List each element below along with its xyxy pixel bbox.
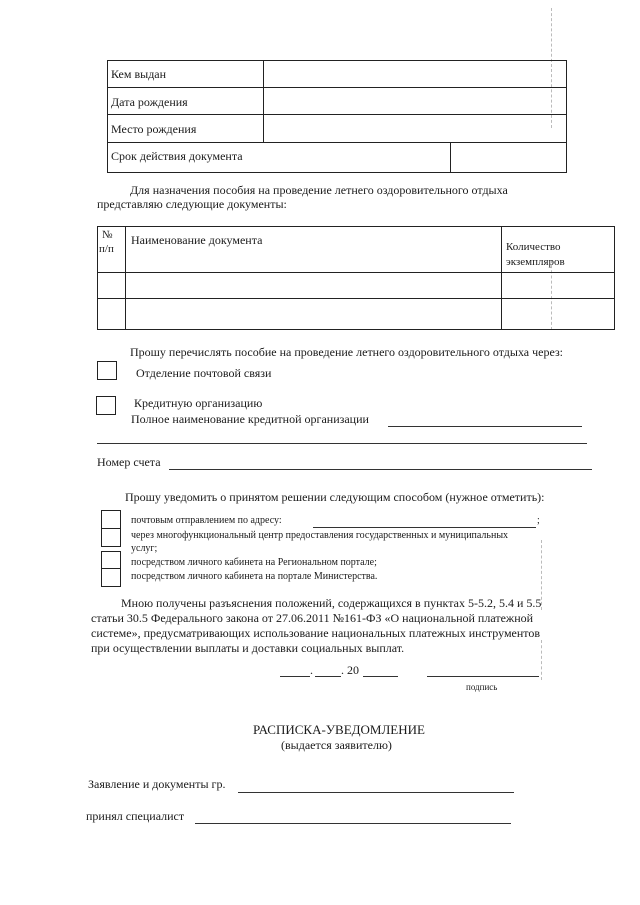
- signature-field[interactable]: [427, 676, 539, 677]
- receipt-subtitle: (выдается заявителю): [281, 738, 392, 752]
- docs-col-number-sub: п/п: [99, 243, 114, 255]
- clarifications-line3: системе», предусматривающих использование национальных платежных инструментов: [91, 626, 541, 640]
- notify-mfc-label-line2: услуг;: [131, 543, 158, 554]
- notify-regional-label: посредством личного кабинета на Региональном портале;: [131, 557, 377, 568]
- notify-mail-label: почтовым отправлением по адресу:: [131, 515, 282, 526]
- id-row-birth-date: Дата рождения: [111, 95, 188, 109]
- id-row-validity: Срок действия документа: [111, 149, 243, 163]
- id-document-table: [107, 60, 567, 173]
- date-year-prefix: . 20: [341, 663, 359, 677]
- post-office-checkbox[interactable]: [97, 361, 117, 380]
- notify-intro: Прошу уведомить о принятом решении следующим способом (нужное отметить):: [125, 490, 545, 504]
- date-day-field[interactable]: [280, 676, 310, 677]
- payment-intro: Прошу перечислять пособие на проведение летнего оздоровительного отдыха через:: [130, 345, 564, 359]
- id-row-birth-place: Место рождения: [111, 122, 197, 136]
- notify-mfc-label: через многофункциональный центр предоставления государственных и муниципальных: [131, 530, 509, 541]
- date-dot: .: [310, 663, 313, 677]
- documents-table: [97, 226, 615, 330]
- docs-col-quantity-sub: экземпляров: [506, 256, 565, 268]
- post-office-label: Отделение почтовой связи: [136, 366, 272, 380]
- credit-org-name-field[interactable]: [388, 426, 582, 427]
- clarifications-line4: при осуществлении выплаты и доставки социальных выплат.: [91, 641, 405, 655]
- account-number-label: Номер счета: [97, 455, 161, 469]
- signature-caption: подпись: [466, 682, 498, 692]
- notify-checkbox-mail[interactable]: [101, 510, 121, 529]
- credit-org-full-name-label: Полное наименование кредитной организации: [131, 412, 369, 426]
- clarifications-line2: статьи 30.5 Федерального закона от 27.06.2011 №161-ФЗ «О национальной платежной: [91, 611, 534, 625]
- credit-org-checkbox[interactable]: [96, 396, 116, 415]
- receipt-accepted-by-field[interactable]: [195, 823, 511, 824]
- receipt-title: РАСПИСКА-УВЕДОМЛЕНИЕ: [253, 722, 425, 737]
- receipt-accepted-by-label: принял специалист: [86, 809, 185, 823]
- notify-ministry-label: посредством личного кабинета на портале Министерства.: [131, 571, 378, 582]
- docs-intro-line1: Для назначения пособия на проведение летнего оздоровительного отдыха: [130, 183, 508, 197]
- docs-col-quantity: Количество: [506, 241, 561, 253]
- notify-mail-end: ;: [537, 515, 540, 526]
- receipt-docs-from-label: Заявление и документы гр.: [88, 777, 226, 791]
- scan-artifact-line: [541, 640, 542, 680]
- docs-intro-line2: представляю следующие документы:: [97, 197, 287, 211]
- date-year-field[interactable]: [363, 676, 398, 677]
- docs-col-number: №: [102, 229, 113, 241]
- id-row-issued-by: Кем выдан: [111, 67, 167, 81]
- account-number-field[interactable]: [169, 469, 592, 470]
- date-month-field[interactable]: [315, 676, 341, 677]
- credit-org-label: Кредитную организацию: [134, 396, 263, 410]
- notify-checkbox-mfc[interactable]: [101, 528, 121, 547]
- receipt-docs-from-field[interactable]: [238, 792, 514, 793]
- notify-checkbox-ministry[interactable]: [101, 568, 121, 587]
- notify-mail-address-field[interactable]: [313, 527, 536, 528]
- docs-col-name: Наименование документа: [131, 233, 263, 247]
- credit-org-name-field-line2[interactable]: [97, 443, 587, 444]
- clarifications-line1: Мною получены разъяснения положений, содержащихся в пунктах 5-5.2, 5.4 и 5.5: [121, 596, 542, 610]
